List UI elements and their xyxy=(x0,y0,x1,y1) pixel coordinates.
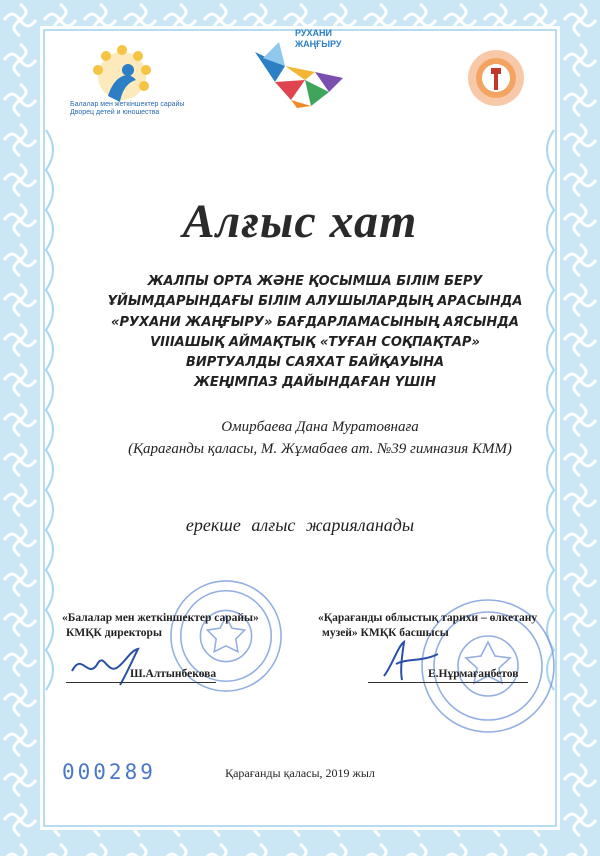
serial-number: 000289 xyxy=(62,760,156,784)
recipient-block xyxy=(60,416,580,460)
certificate-reason xyxy=(95,272,535,394)
museum-logo-icon xyxy=(466,48,526,108)
rukhani-zhangyru-text: РУХАНИ ЖАҢҒЫРУ xyxy=(295,28,342,49)
left-signature-line xyxy=(66,682,216,683)
left-signatory-name: Ш.Алтынбекова xyxy=(130,668,217,680)
left-signatory-title: «Балалар мен жеткіншектер сарайы» КМҚК директоры xyxy=(62,612,259,639)
reason-line: VIIIАШЫҚ АЙМАҚТЫҚ «ТУҒАН СОҚПАҚТАР» xyxy=(150,334,480,350)
recipient-name: Омирбаева Дана Муратовнаға xyxy=(221,419,419,435)
right-signatory-title: «Қарағанды облыстық тарихи – өлкетану музей» КМҚК басшысы xyxy=(318,612,538,639)
footer-place-year: Қарағанды қаласы, 2019 жыл xyxy=(225,766,375,780)
reason-line: ҰЙЫМДАРЫНДАҒЫ БІЛІМ АЛУШЫЛАРДЫҢ АРАСЫНДА xyxy=(107,294,523,310)
reason-line: «РУХАНИ ЖАҢҒЫРУ» БАҒДАРЛАМАСЫНЫҢ АЯСЫНДА xyxy=(111,314,519,330)
reason-line: ЖЕҢІМПАЗ ДАЙЫНДАҒАН ҮШІН xyxy=(194,375,436,391)
recipient-affiliation: (Қарағанды қаласы, М. Жұмабаев ат. №39 гимназия КММ) xyxy=(128,441,512,457)
certificate-title: Алғыс хат xyxy=(182,195,418,248)
reason-line: ВИРТУАЛДЫ САЯХАТ БАЙҚАУЫНА xyxy=(185,355,445,371)
right-signature-line xyxy=(368,682,528,683)
reason-line: ЖАЛПЫ ОРТА ЖӘНЕ ҚОСЫМША БІЛІМ БЕРУ xyxy=(147,274,483,289)
palace-logo-caption: Балалар мен жеткіншектер сарайы Дворец детей и юношества xyxy=(70,101,185,116)
right-signatory-name: Е.Нұрмағанбетов xyxy=(428,668,519,680)
left-signature-icon xyxy=(68,641,158,691)
announcement-text: ерекше алғыс жарияланады xyxy=(185,515,415,535)
